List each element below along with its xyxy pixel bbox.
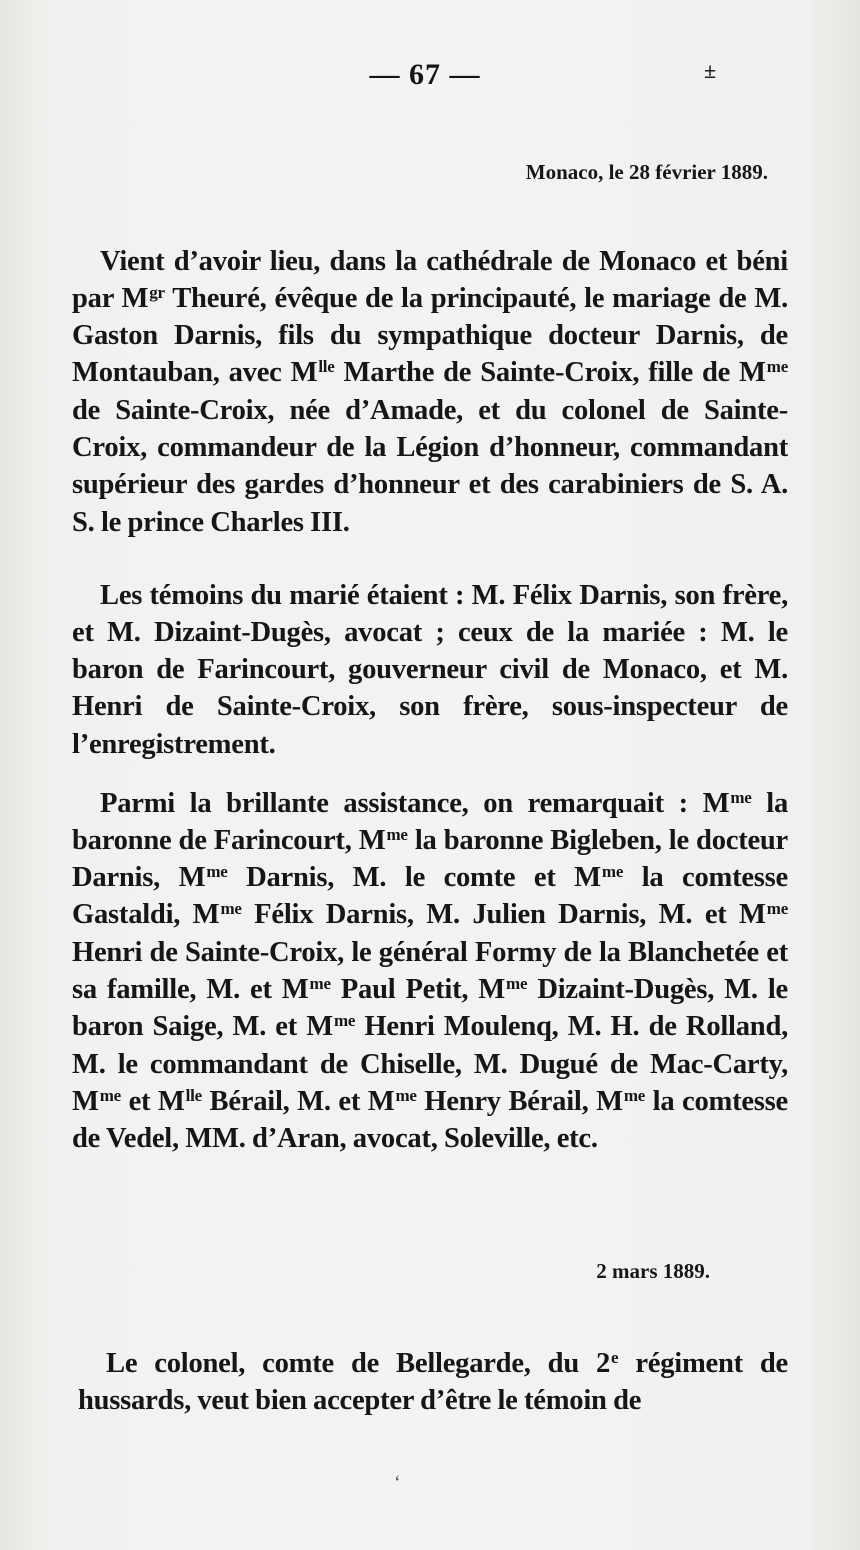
corner-mark: ± xyxy=(704,58,717,83)
page-number: — 67 — xyxy=(369,58,481,91)
paragraph: Les témoins du marié étaient : M. Félix Darnis, son frère, et M. Dizaint-Dugès, avocat ; ceux de la mariée : M. le baron de Farincourt, gouverneur civil de Monaco, et M. Henri de Sainte-Croix, son frère, sous-inspecteur de l’enregistrement. xyxy=(72,579,788,760)
paragraph: Le colonel, comte de Bellegarde, du 2e régiment de hussards, veut bien accepter d’être le témoin de xyxy=(78,1347,789,1416)
bottom-mark: ʻ xyxy=(394,1472,401,1494)
paragraph: Parmi la brillante assistance, on remarquait : $M^{me}$ la baronne de Farincourt, $M^{me}$ la baronne Bigleben, le docteur Darnis, $M^{me}$ Darnis, M. le comte et $M^{me}$ la comtesse Gastaldi, $M^{me}$ Félix Darnis, M. Julien Darnis, M. et $M^{me}$ Henri de Sainte-Croix, le général Formy de la Blanchetée et sa famille, M. et $M^{me}$ Paul Petit, $M^{me}$ Dizaint-Dugès, M. le baron Saige, M. et $M^{me}$ Henri Moulenq, M. H. de Rolland, M. le commandant de Chiselle, M. Dugué de Mac-Carty, $M^{me}$ et $M^{lle}$ Bérail, M. et $M^{me}$ Henry Bérail, $M^{me}$ la comtesse de Vedel, MM. d’Aran, avocat, Soleville, etc. xyxy=(72,787,789,1155)
paragraph: Vient d’avoir lieu, dans la cathédrale de Monaco et béni par $M^{gr}$ Theuré, évêque de la principauté, le mariage de M. Gaston Darnis, fils du sympathique docteur Darnis, de Montauban, avec $M^{lle}$ Marthe de Sainte-Croix, fille de $M^{me}$ de Sainte-Croix, née d’Amade, et du colonel de Sainte-Croix, commandeur de la Légion d’honneur, commandant supérieur des gardes d’honneur et des carabiniers de S. A. S. le prince Charles III. xyxy=(72,245,789,538)
dateline: Monaco, le 28 février 1889. xyxy=(525,160,768,184)
dateline: 2 mars 1889. xyxy=(596,1259,710,1283)
